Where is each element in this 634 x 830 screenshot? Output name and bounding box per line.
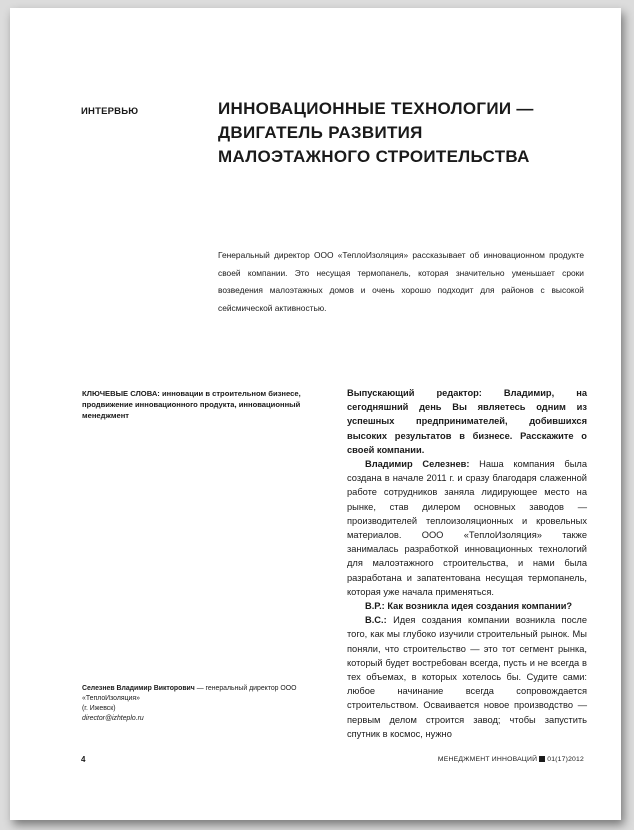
magazine-page bbox=[10, 8, 621, 820]
article-title: ИННОВАЦИОННЫЕ ТЕХНОЛОГИИ — ДВИГАТЕЛЬ РАЗВИТИЯ МАЛОЭТАЖНОГО СТРОИТЕЛЬСТВА bbox=[218, 99, 534, 166]
author-name: Селезнев Владимир Викторович bbox=[82, 685, 195, 692]
question-1: Выпускающий редактор: Владимир, на сегодняшний день Вы являетесь одним из успешных предпринимателей, добившихся высоких результатов в бизнесе. Расскажите о своей компании. bbox=[347, 388, 587, 455]
square-separator-icon bbox=[539, 756, 545, 762]
answer-2 bbox=[347, 613, 587, 741]
answer-1-text: Наша компания была создана в начале 2011 г. и сразу благодаря слаженной работе сотрудников заняла лидирующее место на рынке, став дилером основных заводов — производителей теплоизоляционных и кровельных материалов. ООО «ТеплоИзоляция» также занималась разработкой инновационных технологий для малоэтажного строительства, и нами была разработана и запатентована несущая термопанель, которая уже начала применяться. bbox=[347, 459, 587, 597]
author-city: (г. Ижевск) bbox=[82, 705, 116, 712]
page-number: 4 bbox=[81, 755, 86, 764]
author-email: director@izhteplo.ru bbox=[82, 715, 144, 722]
author-role: — генеральный директор ООО «ТеплоИзоляция» bbox=[82, 685, 297, 702]
answer-2-text: Идея создания компании возникла после того, как мы глубоко изучили строительный рынок. Мы поняли, что строительство — это тот сегмент рынка, который будет востребован всегда, пусть и не всегда в тех объемах, в которых хотелось бы. Судите сами: любое начинание всегда сопровождается строительством. Осваивается новое производство — первым делом строится завод; чтобы запустить спутник в космос, нужно bbox=[347, 615, 587, 739]
author-line bbox=[82, 684, 327, 704]
answer-2-speaker: В.С.: bbox=[365, 615, 387, 626]
article-lead: Генеральный директор ООО «ТеплоИзоляция» рассказывает об инновационном продукте своей компании. Это несущая термопанель, которая значительно уменьшает сроки возведения малоэтажных домов и очень хорошо подходит для районов с высокой сейсмической активностью. bbox=[218, 250, 584, 313]
journal-name: МЕНЕДЖМЕНТ ИННОВАЦИЙ bbox=[437, 756, 538, 763]
article-body bbox=[347, 386, 587, 741]
journal-issue: 01(17)2012 bbox=[547, 756, 584, 763]
answer-1 bbox=[347, 457, 587, 599]
journal-footer bbox=[438, 756, 584, 763]
keywords: КЛЮЧЕВЫЕ СЛОВА: инновации в строительном бизнесе, продвижение инновационного продукта, инновационный менеджмент bbox=[82, 389, 301, 420]
answer-1-speaker: Владимир Селезнев: bbox=[365, 459, 470, 470]
author-info bbox=[82, 684, 327, 724]
question-2: В.Р.: Как возникла идея создания компании? bbox=[365, 601, 573, 612]
section-rubric: ИНТЕРВЬЮ bbox=[81, 106, 139, 117]
